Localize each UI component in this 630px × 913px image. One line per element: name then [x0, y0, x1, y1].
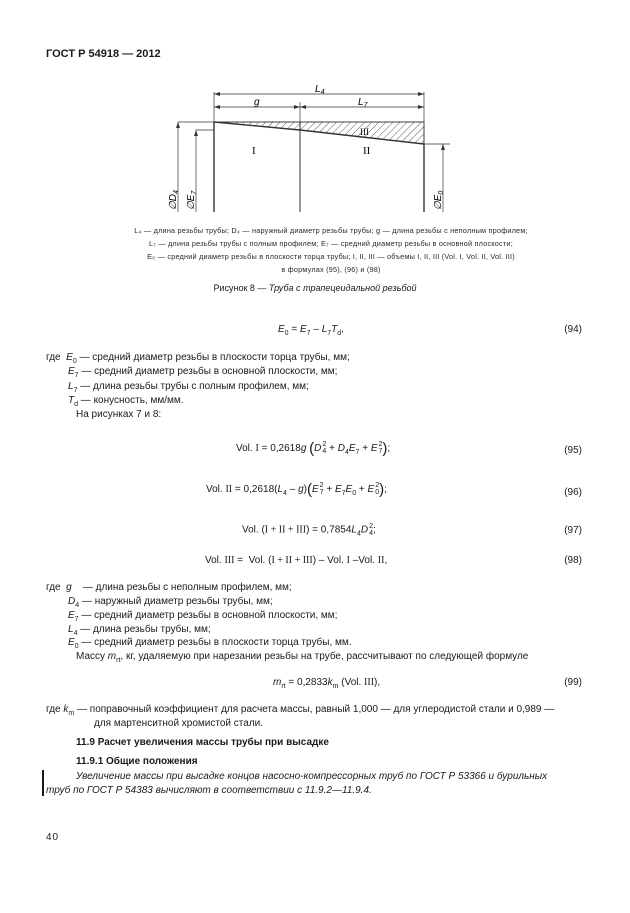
definition-l7: $L_7$ — длина резьбы трубы с полным профилем, мм; — [68, 381, 309, 394]
equation-number-98: (98) — [564, 555, 582, 566]
definition-km: где $k_m$ — поправочный коэффициент для расчета массы, равный 1,000 — для углеродистой стали и 0,989 — — [46, 704, 555, 717]
figure-caption-line: L₇ — длина резьбы трубы с полным профилем; E₇ — средний диаметр резьбы в основной плоскости; — [149, 239, 513, 248]
document-header: ГОСТ Р 54918 — 2012 — [46, 48, 161, 60]
page-number: 40 — [46, 832, 60, 843]
definition-l4: $L_4$ — длина резьбы трубы, мм; — [68, 624, 211, 637]
definition-km-cont: для мартенситной хромистой стали. — [94, 718, 264, 729]
equation-number-94: (94) — [564, 324, 582, 335]
definition-e7: $E_7$ — средний диаметр резьбы в основной плоскости, мм; — [68, 366, 338, 379]
equation-96: Vol. II = $0,2618(L_4 - g)(E$ 2 7 + $E_7E_0 + E$ 2 0 ); — [206, 481, 387, 498]
equation-number-97: (97) — [564, 525, 582, 536]
section-heading-11-9: 11.9 Расчет увеличения массы трубы при высадке — [76, 737, 329, 748]
definition-e0: где $E_0$ — средний диаметр резьбы в плоскости торца трубы, мм; — [46, 352, 350, 365]
definition-e7: $E_7$ — средний диаметр резьбы в основной плоскости, мм; — [68, 610, 338, 623]
definition-d4: $D_4$ — наружный диаметр резьбы трубы, мм; — [68, 596, 273, 609]
equation-99: $m_{rt} = 0,2833k_m$ (Vol. III), — [273, 677, 381, 690]
dim-l4-label: $L_4$ — [315, 84, 325, 96]
paragraph-line: Увеличение массы при высадке концов насосно-компрессорных труб по ГОСТ Р 53366 и бурильных — [76, 771, 548, 782]
figure-caption-line: L₄ — длина резьбы трубы; D₄ — наружный диаметр резьбы трубы; g — длина резьбы с неполным профилем; — [134, 226, 528, 235]
equation-number-95: (95) — [564, 445, 582, 456]
region-iii-label: III — [360, 127, 369, 137]
definition-e0: $E_0$ — средний диаметр резьбы в плоскости торца трубы, мм. — [68, 637, 352, 650]
paragraph-line: труб по ГОСТ Р 54383 вычисляют в соответствии с 11.9.2—11.9.4. — [46, 785, 372, 796]
figure-title: Рисунок 8 — Труба с трапецеидальной резьбой — [213, 283, 417, 293]
equation-number-99: (99) — [564, 677, 582, 688]
figure-caption-line: в формулах (95), (96) и (98) — [281, 265, 381, 274]
mass-intro: Массу $m_{rt}$, кг, удаляемую при нарезании резьбы на трубе, рассчитывают по следующей формуле — [76, 651, 529, 664]
dim-l7-label: $L_7$ — [358, 97, 368, 109]
figure-caption-line: E₀ — средний диаметр резьбы в плоскости торца трубы; I, II, III — объемы I, II, III (Vol. I, Vol. II, Vol. III) — [147, 252, 515, 261]
change-bar — [42, 770, 44, 796]
definition-td: $T_d$ — конусность, мм/мм. — [68, 395, 184, 408]
region-ii-label: II — [363, 145, 371, 157]
equation-95: Vol. I = 0,2618g (D 2 4 + $D_4E_7 + E$ 2 7 ); — [236, 440, 391, 457]
dim-e0-label: $\emptyset E_0$ — [433, 190, 445, 210]
dim-e7-label: $\emptyset E_7$ — [186, 190, 198, 210]
definition-g: где g — длина резьбы с неполным профилем, мм; — [46, 582, 292, 593]
equation-97: Vol. (I + II + $III) = 0,7854L_4D$ 2 4 ; — [242, 523, 376, 538]
section-heading-11-9-1: 11.9.1 Общие положения — [76, 756, 198, 767]
figures-note: На рисунках 7 и 8: — [76, 409, 162, 420]
pipe-figure — [150, 82, 460, 222]
dim-d4-label: $\emptyset D_4$ — [168, 190, 180, 210]
dim-g-label: g — [254, 97, 260, 108]
equation-98: Vol. III = Vol. (I + II + III) – Vol. I –Vol. II, — [205, 555, 388, 566]
equation-number-96: (96) — [564, 487, 582, 498]
equation-94: $E_0 = E_7 - L_7T_d$, — [278, 324, 344, 337]
region-i-label: I — [252, 145, 256, 157]
